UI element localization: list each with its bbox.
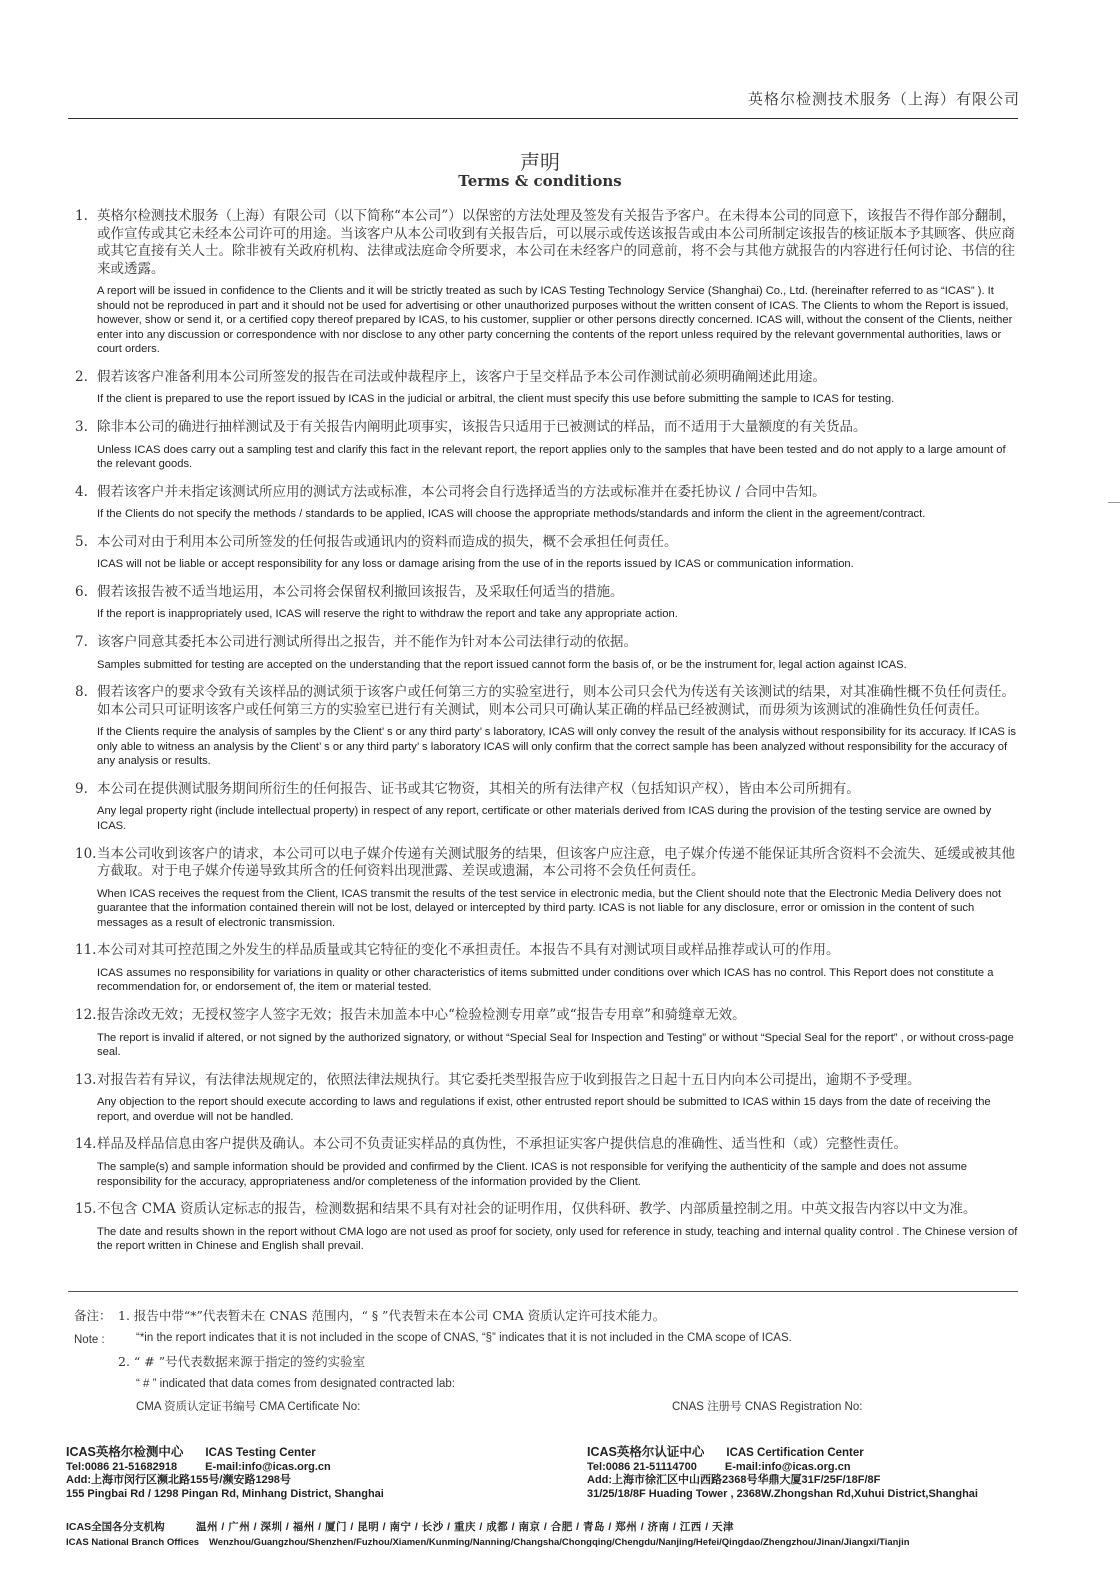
term-text-en: Samples submitted for testing are accepted on the understanding that the report issued cannot form the basis of, or be the instrument for, legal action against ICAS. [97, 658, 907, 671]
term-text-cn: 除非本公司的确进行抽样测试及于有关报告内阐明此项事实，该报告只适用于已被测试的样品，而不适用于大量额度的有关货品。 [97, 419, 867, 436]
testing-center-address-en: 155 Pingbai Rd / 1298 Pingan Rd, Minhang District, Shanghai [66, 1487, 384, 1500]
term-text-cn: 对报告若有异议，有法律法规规定的，依照法律法规执行。其它委托类型报告应于收到报告之日起十五日内向本公司提出，逾期不予受理。 [97, 1071, 921, 1088]
cert-center-tel: Tel:0086 21-51114700 [587, 1460, 697, 1473]
term-item [75, 846, 1019, 937]
term-text-en: Unless ICAS does carry out a sampling test and clarify this fact in the relevant report, the report applies only to the samples that have been tested and do not apply to a large amount of the relevant goods. [97, 443, 1006, 471]
term-text-cn: 英格尔检测技术服务（上海）有限公司（以下简称“本公司”）以保密的方法处理及签发有关报告予客户。在未得本公司的同意下，该报告不得作部分翻制，或作宣传或其它未经本公司许可的用途。当该客户从本公司收到有关报告后，可以展示或传送该报告或由本公司所制定该报告的核证版本予其顾客、供应商或其它直接有关人士。除非被有关政府机构、法律或法庭命令所要求，本公司在未经客户的同意前，将不会与其他方就报告的内容进行任何讨论、书信的往来或透露。 [97, 208, 1016, 277]
term-item [75, 1072, 1019, 1131]
term-number: 12. [75, 1007, 97, 1024]
term-text-en: Any objection to the report should execute according to laws and regulations if exist, other entrusted report should be submitted to ICAS within 15 days from the date of receiving the report, and overdue will not be handled. [97, 1096, 991, 1123]
cert-center-address-en: 31/25/18/8F Huading Tower , 2368W.Zhongshan Rd,Xuhui District,Shanghai [587, 1487, 978, 1500]
term-number: 11. [75, 942, 97, 959]
term-text-cn: 假若该客户的要求令致有关该样品的测试须于该客户或任何第三方的实验室进行，则本公司只会代为传送有关该测试的结果，对其准确性概不负任何责任。如本公司只可证明该客户或任何第三方的实验室已进行有关测试，则本公司只可确认某正确的样品已经被测试，而毋须为该测试的准确性负任何责任。 [97, 684, 1015, 718]
cert-center-address-cn: Add:上海市徐汇区中山西路2368号华鼎大厦31F/25F/18F/8F [587, 1474, 881, 1486]
term-item [75, 781, 1019, 840]
testing-center-email: E-mail:info@icas.org.cn [205, 1460, 331, 1473]
term-text-cn: 假若该客户并未指定该测试所应用的测试方法或标准，本公司将会自行选择适当的方法或标准并在委托协议 / 合同中告知。 [97, 483, 826, 500]
term-text-cn: 假若该客户准备利用本公司所签发的报告在司法或仲裁程序上，该客户于呈交样品予本公司作测试前必须明确阐述此用途。 [97, 368, 826, 385]
testing-center-address-cn: Add:上海市闵行区濒北路155号/濒安路1298号 [66, 1474, 291, 1486]
term-text-en: If the Clients require the analysis of samples by the Client’ s or any third party’ s laboratory, ICAS will only convey the result of the analysis without responsibility for its accuracy. If ICAS is only able to witness an analysis by the Client’ s or any third party’ s laboratory ICAS will only confirm that the correct sample has been analyzed without responsibility for the accuracy of any analysis or results. [97, 726, 1017, 768]
term-text-cn: 假若该报告被不适当地运用，本公司将会保留权利撤回该报告，及采取任何适当的措施。 [97, 583, 624, 600]
term-number: 3. [75, 419, 88, 436]
term-text-en: If the Clients do not specify the methods / standards to be applied, ICAS will choose the appropriate methods/standards and inform the client in the agreement/contract. [97, 508, 926, 521]
notes-label-en: Note : [74, 1334, 105, 1346]
term-number: 5. [75, 533, 88, 550]
term-number: 10. [75, 845, 97, 862]
term-text-cn: 报告涂改无效；无授权签字人签字无效；报告未加盖本中心“检验检测专用章”或“报告专用章”和骑缝章无效。 [97, 1007, 746, 1024]
note-1-en: “*in the report indicates that it is not included in the scope of CNAS, “§” indicates that it is not included in the CMA scope of ICAS. [136, 1332, 792, 1344]
testing-center-tel: Tel:0086 21-51682918 [66, 1460, 178, 1473]
note-2-cn: 2. “ # ”号代表数据来源于指定的签约实验室 [118, 1354, 366, 1369]
term-text-cn: 本公司对由于利用本公司所签发的任何报告或通讯内的资料而造成的损失，概不会承担任何责任。 [97, 533, 678, 550]
term-item [75, 684, 1019, 775]
term-number: 13. [75, 1071, 97, 1088]
term-number: 8. [75, 684, 88, 701]
term-number: 2. [75, 368, 88, 385]
cert-center-name-cn: ICAS英格尔认证中心 [587, 1445, 705, 1459]
term-number: 9. [75, 780, 88, 797]
term-text-cn: 本公司对其可控范围之外发生的样品质量或其它特征的变化不承担责任。本报告不具有对测试项目或样品推荐或认可的作用。 [97, 942, 840, 959]
term-item [75, 634, 1019, 678]
header-divider [68, 118, 1018, 119]
testing-center-name-cn: ICAS英格尔检测中心 [66, 1445, 184, 1459]
term-item [75, 534, 1019, 578]
note-1-cn: 1. 报告中带“*”代表暂未在 CNAS 范围内，“ § ”代表暂未在本公司 CMA 资质认定许可技术能力。 [118, 1308, 666, 1323]
term-item [75, 208, 1019, 363]
notes-label-cn: 备注： [74, 1308, 112, 1323]
testing-center-name-en: ICAS Testing Center [205, 1447, 316, 1459]
testing-center-info [66, 1446, 384, 1501]
term-text-en: If the client is prepared to use the report issued by ICAS in the judicial or arbitral, the client must specify this use before submitting the sample to ICAS for testing. [97, 393, 895, 406]
term-text-en: ICAS will not be liable or accept responsibility for any loss or damage arising from the use of in the reports issued by ICAS or communication information. [97, 558, 854, 571]
term-text-en: The report is invalid if altered, or not signed by the authorized signatory, or without “Special Seal for Inspection and Testing” or without “Special Seal for the report” , or without cross-page seal. [97, 1031, 1014, 1059]
cma-certificate-label: CMA 资质认定证书编号 CMA Certificate No: [136, 1401, 361, 1413]
term-number: 14. [75, 1136, 97, 1153]
notes-section [74, 1306, 1018, 1421]
branches-list-cn: 温州 / 广州 / 深圳 / 福州 / 厦门 / 昆明 / 南宁 / 长沙 / 重庆 / 成都 / 南京 / 合肥 / 青岛 / 郑州 / 济南 / 江西 / 天津 [196, 1521, 735, 1533]
term-text-cn: 当本公司收到该客户的请求，本公司可以电子媒介传递有关测试服务的结果，但该客户应注意，电子媒介传递不能保证其所含资料不会流失、延缓或被其他方截取。对于电子媒介传递导致其所含的任何资料出现泄露、差误或遗漏，本公司将不会负任何责任。 [97, 845, 1015, 880]
term-text-cn: 该客户同意其委托本公司进行测试所得出之报告，并不能作为针对本公司法律行动的依据。 [97, 634, 637, 651]
term-text-en: If the report is inappropriately used, ICAS will reserve the right to withdraw the report and take any appropriate action. [97, 608, 678, 621]
cnas-registration-label: CNAS 注册号 CNAS Registration No: [672, 1401, 863, 1413]
term-number: 1. [75, 208, 88, 224]
term-item [75, 1136, 1019, 1195]
note-2-en: “ # ” indicated that data comes from designated contracted lab: [136, 1378, 455, 1390]
term-item [75, 484, 1019, 528]
cert-center-name-en: ICAS Certification Center [726, 1447, 864, 1459]
term-item [75, 419, 1019, 478]
branches-list-en: Wenzhou/Guangzhou/Shenzhen/Fuzhou/Xiamen/Kunming/Nanning/Changsha/Chongqing/Chengdu/Nanjing/Hefei/Qingdao/Zhengzhou/Jinan/Jiangxi/Tianjin [209, 1537, 910, 1548]
term-text-en: The sample(s) and sample information should be provided and confirmed by the Client. ICAS is not responsible for verifying the authenticity of the sample and does not assume responsibility for the accuracy, appropriateness and/or completeness of the information provided by the Client. [97, 1160, 967, 1188]
term-text-en: A report will be issued in confidence to the Clients and it will be strictly treated as such by ICAS Testing Technology Service (Shanghai) Co., Ltd. (hereinafter referred to as “ICAS” ). It should not be reproduced in part and it should not be used for advertising or other unauthorized purposes without the written consent of ICAS. The Clients to whom the Report is issued, however, show or send it, or a certified copy thereof prepared by ICAS, to his customer, supplier or other persons directly concerned. ICAS will, without the consent of the Clients, neither enter into any discussion or correspondence with nor disclose to any other party concerning the contents of the report unless required by the relevant governmental authorities, laws or court orders. [97, 285, 1013, 356]
notes-divider [68, 1291, 1018, 1292]
term-text-cn: 不包含 CMA 资质认定标志的报告，检测数据和结果不具有对社会的证明作用，仅供科研、教学、内部质量控制之用。中英文报告内容以中文为准。 [97, 1201, 977, 1218]
term-number: 6. [75, 583, 88, 600]
certification-center-info [587, 1446, 978, 1501]
cert-center-email: E-mail:info@icas.org.cn [724, 1460, 851, 1473]
term-text-en: The date and results shown in the report without CMA logo are not used as proof for society, only used for reference in study, teaching and internal quality control . The Chinese version of the report written in Chinese and English shall prevail. [97, 1225, 1018, 1253]
term-text-en: Any legal property right (include intellectual property) in respect of any report, certificate or other materials derived from ICAS during the provision of the testing service are owned by ICAS. [97, 805, 992, 832]
term-item [75, 942, 1019, 1001]
branches-label-cn: ICAS全国各分支机构 [66, 1521, 165, 1533]
page-title-en: Terms & conditions [458, 172, 622, 190]
page-title-cn: 声明 [520, 150, 560, 174]
terms-list [75, 208, 1019, 1266]
term-item [75, 584, 1019, 628]
term-number: 15. [75, 1201, 97, 1218]
term-text-cn: 本公司在提供测试服务期间所衍生的任何报告、证书或其它物资，其相关的所有法律产权（包括知识产权），皆由本公司所拥有。 [97, 780, 860, 797]
branch-offices [66, 1520, 1018, 1550]
branches-label-en: ICAS National Branch Offices [66, 1537, 200, 1548]
company-name: 英格尔检测技术服务（上海）有限公司 [747, 90, 1020, 108]
term-item [75, 1007, 1019, 1066]
term-item [75, 369, 1019, 413]
term-text-en: ICAS assumes no responsibility for variations in quality or other characteristics of items submitted under conditions over which ICAS has no control. This Report does not constitute a recommendation for, or endorsement of, the item or material tested. [97, 966, 994, 994]
edge-mark [1108, 502, 1120, 503]
term-number: 7. [75, 634, 88, 651]
term-text-cn: 样品及样品信息由客户提供及确认。本公司不负责证实样品的真伪性，不承担证实客户提供信息的准确性、适当性和（或）完整性责任。 [97, 1136, 907, 1153]
term-number: 4. [75, 483, 88, 500]
term-text-en: When ICAS receives the request from the Client, ICAS transmit the results of the test service in electronic media, but the Client should note that the Electronic Media Delivery does not guarantee that the information contained therein will not be lost, delayed or intercepted by third party. ICAS is not liable for any disclosure, error or omission in the content of such messages as a result of electronic transmission. [97, 887, 1002, 929]
term-item [75, 1201, 1019, 1260]
